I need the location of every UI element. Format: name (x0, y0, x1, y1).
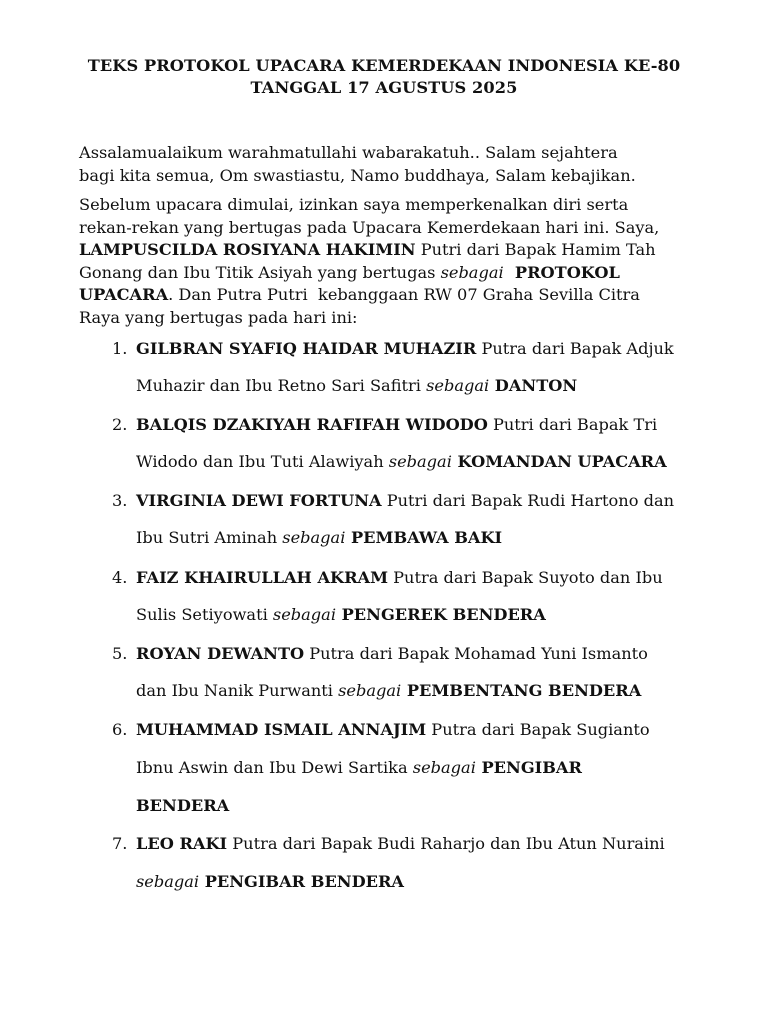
participant-parents-cont: Ibu Sutri Aminah (136, 528, 283, 547)
participant-parents: Putra dari Bapak Suyoto dan Ibu (388, 568, 663, 587)
participant-name: MUHAMMAD ISMAIL ANNAJIM (136, 720, 427, 739)
intro-line1: Sebelum upacara dimulai, izinkan saya memperkenalkan diri serta (79, 195, 629, 214)
participant-parents-cont: Muhazir dan Ibu Retno Sari Safitri (136, 376, 427, 395)
greeting-line2: bagi kita semua, Om swastiastu, Namo buddhaya, Salam kebajikan. (79, 165, 636, 185)
item-line1 (136, 339, 674, 358)
participant-role: DANTON (489, 376, 578, 395)
participant-parents-cont: Widodo dan Ibu Tuti Alawiyah (136, 452, 389, 471)
item-line2 (136, 452, 667, 471)
participant-role: PENGEREK BENDERA (336, 605, 546, 624)
participant-name: GILBRAN SYAFIQ HAIDAR MUHAZIR (136, 339, 477, 358)
greeting-line1: Assalamualaikum warahmatullahi wabarakatuh.. Salam sejahtera (79, 143, 618, 162)
intro-line4-text: Gonang dan Ibu Titik Asiyah yang bertugas (79, 262, 441, 282)
sebagai-text: sebagai (136, 872, 200, 891)
participant-name: VIRGINIA DEWI FORTUNA (136, 491, 382, 510)
intro-line6: Raya yang bertugas pada hari ini: (79, 307, 358, 327)
participant-parents-cont: dan Ibu Nanik Purwanti (136, 681, 339, 700)
participant-name: FAIZ KHAIRULLAH AKRAM (136, 568, 389, 587)
greeting-paragraph (79, 142, 689, 187)
intro-line3 (79, 239, 689, 262)
participant-parents: Putri dari Bapak Tri (487, 415, 658, 434)
item-line1 (136, 644, 648, 663)
intro-sebagai: sebagai (440, 262, 504, 282)
participant-role: KOMANDAN UPACARA (451, 452, 667, 471)
intro-role-part2: UPACARA (79, 285, 169, 305)
participant-parents: Putra dari Bapak Budi Raharjo dan Ibu Atun Nuraini (227, 834, 665, 853)
item-number: 2. (112, 415, 128, 434)
protocol-name: LAMPUSCILDA ROSIYANA HAKIMIN (79, 240, 416, 260)
item-line1 (136, 415, 657, 434)
participant-parents: Putra dari Bapak Sugianto (426, 720, 650, 739)
item-line2 (136, 681, 641, 700)
item-line2 (136, 758, 582, 777)
intro-line4 (79, 262, 689, 285)
participant-role: PEMBENTANG BENDERA (401, 681, 642, 700)
intro-paragraph (79, 194, 689, 330)
intro-line3-rest: Putri dari Bapak Hamim Tah (415, 240, 656, 260)
sebagai-text: sebagai (426, 376, 490, 395)
item-number: 3. (112, 491, 128, 510)
participant-role: PENGIBAR BENDERA (199, 872, 404, 891)
participant-role-cont: BENDERA (136, 796, 230, 815)
item-number: 7. (112, 834, 128, 853)
item-number: 6. (112, 720, 128, 739)
item-number: 4. (112, 568, 128, 587)
sebagai-text: sebagai (272, 605, 336, 624)
intro-line5 (79, 284, 689, 307)
document-title-line2: TANGGAL 17 AGUSTUS 2025 (250, 78, 518, 97)
item-line2 (136, 605, 546, 624)
participant-parents-cont: Sulis Setiyowati (136, 605, 273, 624)
participant-role: PENGIBAR (475, 758, 582, 777)
sebagai-text: sebagai (412, 758, 476, 777)
item-number: 1. (112, 339, 128, 358)
item-line2 (136, 528, 502, 547)
item-line1 (136, 491, 674, 510)
item-line1 (136, 720, 650, 739)
item-line1 (136, 568, 663, 587)
participant-parents: Putra dari Bapak Mohamad Yuni Ismanto (304, 644, 648, 663)
sebagai-text: sebagai (282, 528, 346, 547)
item-line2 (136, 376, 577, 395)
participant-parents: Putri dari Bapak Rudi Hartono dan (381, 491, 675, 510)
participant-parents-cont: Ibnu Aswin dan Ibu Dewi Sartika (136, 758, 413, 777)
participant-name: ROYAN DEWANTO (136, 644, 305, 663)
participant-name: LEO RAKI (136, 834, 228, 853)
item-number: 5. (112, 644, 128, 663)
participant-name: BALQIS DZAKIYAH RAFIFAH WIDODO (136, 415, 488, 434)
item-line3 (136, 796, 229, 815)
document-title-line1: TEKS PROTOKOL UPACARA KEMERDEKAAN INDONESIA KE-80 (87, 56, 681, 75)
item-line2 (136, 872, 404, 891)
intro-line2: rekan-rekan yang bertugas pada Upacara Kemerdekaan hari ini. Saya, (79, 217, 660, 237)
participant-parents: Putra dari Bapak Adjuk (476, 339, 674, 358)
item-line1 (136, 834, 665, 853)
sebagai-text: sebagai (388, 452, 452, 471)
intro-role-part1: PROTOKOL (503, 262, 620, 282)
participant-role: PEMBAWA BAKI (345, 528, 503, 547)
sebagai-text: sebagai (338, 681, 402, 700)
intro-line5-rest: . Dan Putra Putri kebanggaan RW 07 Graha Sevilla Citra (168, 285, 640, 305)
